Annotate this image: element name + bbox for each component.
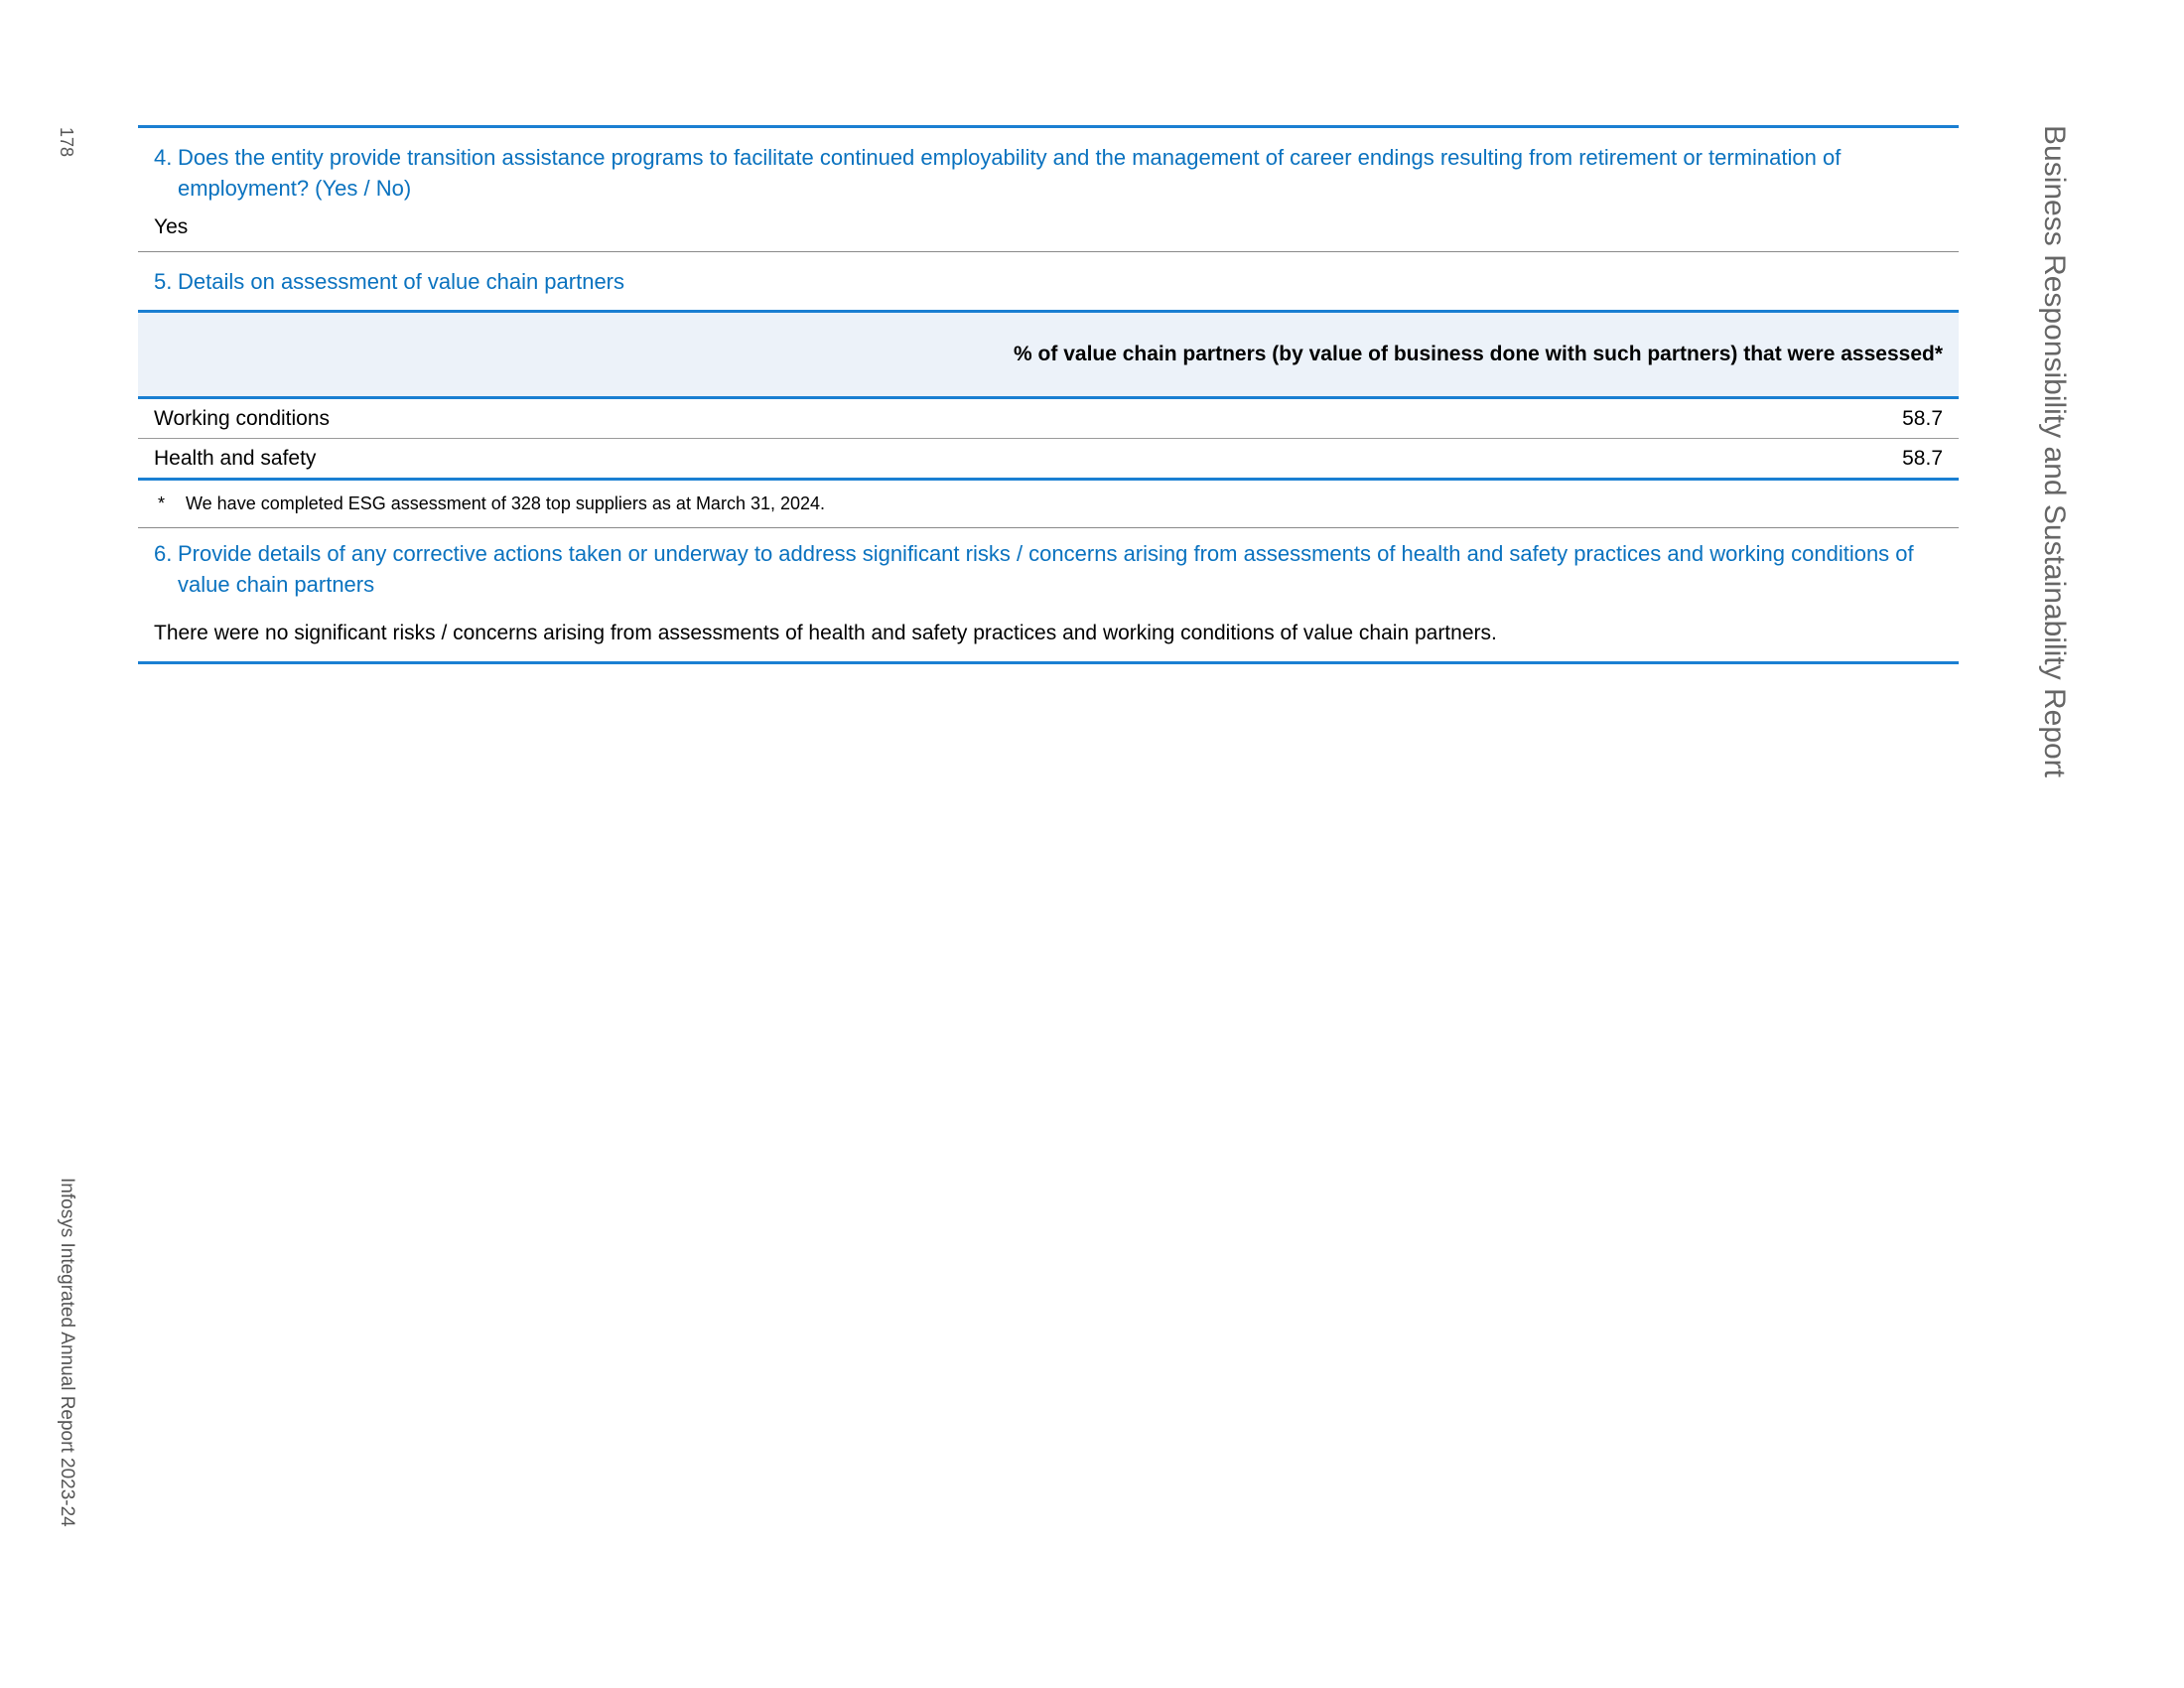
bottom-divider xyxy=(138,661,1959,664)
question-5-text: Details on assessment of value chain partners xyxy=(178,269,625,294)
table-footnote xyxy=(138,481,1959,527)
report-content xyxy=(138,125,1959,664)
row-label-working-conditions: Working conditions xyxy=(154,406,331,430)
question-6-number: 6. xyxy=(154,541,173,566)
question-5-number: 5. xyxy=(154,269,173,294)
footnote-text: We have completed ESG assessment of 328 top suppliers as at March 31, 2024. xyxy=(186,493,826,513)
row-value-health-and-safety: 58.7 xyxy=(1902,446,1943,470)
question-6 xyxy=(138,528,1959,614)
question-4-answer: Yes xyxy=(154,215,189,238)
section-side-title: Business Responsibility and Sustainability Report xyxy=(2038,125,2071,778)
table-row xyxy=(138,439,1959,478)
row-value-working-conditions: 58.7 xyxy=(1902,406,1943,430)
question-5 xyxy=(138,252,1959,310)
question-4-text: Does the entity provide transition assistance programs to facilitate continued employability and the management of career endings resulting from retirement or termination of employment? (Yes / No) xyxy=(178,145,1842,201)
assessment-table-header xyxy=(138,313,1959,396)
page-number: 178 xyxy=(57,127,76,158)
footnote-mark: * xyxy=(158,493,166,513)
assessment-table-header-text: % of value chain partners (by value of business done with such partners) that were assessed* xyxy=(1014,343,1943,365)
question-4-number: 4. xyxy=(154,145,173,170)
report-footer-label: Infosys Integrated Annual Report 2023-24 xyxy=(57,1178,77,1527)
table-row xyxy=(138,399,1959,438)
question-4 xyxy=(138,128,1959,213)
row-label-health-and-safety: Health and safety xyxy=(154,446,317,470)
question-6-text: Provide details of any corrective actions taken or underway to address significant risks / concerns arising from assessments of health and safety practices and working conditions of value chain partners xyxy=(178,541,1914,597)
question-6-answer: There were no significant risks / concerns arising from assessments of health and safety practices and working conditions of value chain partners. xyxy=(154,622,1497,644)
